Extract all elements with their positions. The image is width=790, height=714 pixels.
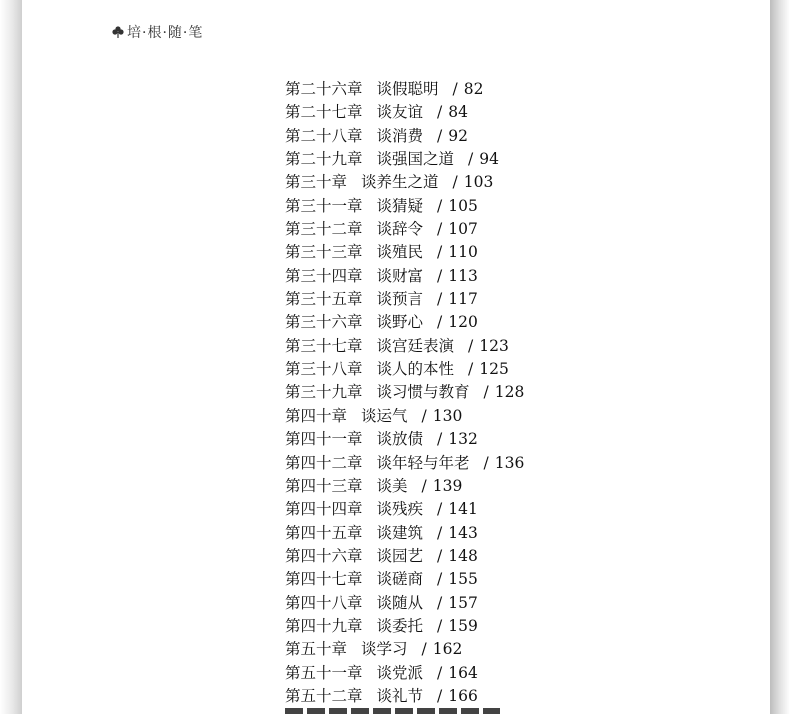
toc-entry: [285, 101, 605, 124]
page-number: 136: [494, 453, 525, 472]
chapter-number: 第四十章: [285, 406, 348, 425]
toc-entry: [285, 335, 605, 358]
chapter-title: 谈残疾: [376, 500, 424, 519]
page-separator: /: [437, 546, 443, 565]
page-separator: /: [437, 430, 443, 449]
toc-entry: [285, 171, 605, 194]
page-number: 113: [448, 266, 478, 285]
page-separator: /: [437, 126, 443, 145]
chapter-title: 谈辞令: [376, 220, 424, 239]
page-number: 84: [448, 103, 468, 122]
chapter-title: 谈党派: [376, 663, 424, 682]
chapter-title: 谈园艺: [376, 546, 424, 565]
toc-entry: [285, 498, 605, 521]
chapter-number: 第三十二章: [285, 220, 363, 239]
chapter-number: 第二十九章: [285, 150, 363, 169]
toc-entry: [285, 522, 605, 545]
page-separator: /: [483, 453, 489, 472]
chapter-title: 谈人的本性: [376, 360, 455, 379]
toc-entry: [285, 218, 605, 241]
chapter-number: 第三十一章: [285, 196, 363, 215]
chapter-title: 谈财富: [376, 266, 424, 285]
chapter-number: 第三十六章: [285, 313, 363, 332]
toc-entry: [285, 148, 605, 171]
chapter-title: 谈殖民: [376, 243, 424, 262]
toc-entry: [285, 358, 605, 381]
page-separator: /: [437, 196, 443, 215]
page-number: 155: [448, 570, 478, 589]
chapter-title: 谈委托: [376, 616, 424, 635]
chapter-number: 第四十四章: [285, 500, 363, 519]
page-separator: /: [437, 616, 443, 635]
page-separator: /: [437, 103, 443, 122]
chapter-title: 谈友谊: [376, 103, 424, 122]
toc-entry: [285, 125, 605, 148]
page-separator: /: [437, 266, 443, 285]
page-number: 82: [463, 80, 484, 98]
toc-entry: [285, 381, 605, 404]
page-separator: /: [468, 360, 474, 379]
page-number: 162: [432, 640, 463, 659]
page-separator: /: [437, 686, 443, 705]
chapter-number: 第四十五章: [285, 523, 363, 542]
page-number: 139: [432, 476, 463, 495]
chapter-number: 第四十六章: [285, 546, 363, 565]
chapter-number: 第三十四章: [285, 266, 363, 285]
chapter-number: 第四十九章: [285, 616, 363, 635]
toc-entry: [285, 592, 605, 615]
chapter-title: 谈建筑: [376, 523, 424, 542]
chapter-title: 谈美: [376, 476, 408, 495]
page-separator: /: [483, 383, 489, 402]
page-number: 125: [479, 360, 509, 379]
left-page-shadow: [0, 0, 22, 714]
page-number: 92: [448, 126, 468, 145]
chapter-title: 谈放债: [376, 430, 424, 449]
chapter-title: 谈磋商: [376, 570, 424, 589]
page-separator: /: [452, 173, 458, 192]
toc-entry: [285, 288, 605, 311]
page-separator: /: [421, 476, 427, 495]
toc-entry: [285, 241, 605, 264]
chapter-title: 谈运气: [361, 406, 408, 425]
chapter-number: 第三十三章: [285, 243, 363, 262]
header-title: 培·根·随·笔: [127, 25, 204, 41]
page-separator: /: [468, 150, 474, 169]
chapter-number: 第三十八章: [285, 360, 363, 379]
page-separator: /: [421, 640, 427, 659]
toc-entry: [285, 428, 605, 451]
toc-entry: [285, 195, 605, 218]
chapter-number: 第四十七章: [285, 570, 363, 589]
page-separator: /: [421, 406, 427, 425]
chapter-title: 谈年轻与年老: [376, 453, 470, 472]
toc-entry: [285, 78, 605, 101]
toc-entry: [285, 638, 605, 661]
page-number: 123: [479, 336, 509, 355]
chapter-number: 第三十章: [285, 173, 348, 192]
page-separator: /: [452, 80, 458, 98]
toc-entry: [285, 265, 605, 288]
page-number: 103: [463, 173, 494, 192]
chapter-title: 谈强国之道: [376, 150, 455, 169]
page-separator: /: [437, 570, 443, 589]
page-number: 141: [448, 500, 478, 519]
chapter-title: 谈预言: [376, 290, 424, 309]
page-number: 132: [448, 430, 478, 449]
page-separator: /: [437, 593, 443, 612]
next-entry-partial: [285, 708, 500, 714]
page-number: 94: [479, 150, 499, 169]
page-number: 128: [494, 383, 525, 402]
chapter-title: 谈习惯与教育: [376, 383, 470, 402]
chapter-number: 第四十三章: [285, 476, 363, 495]
chapter-number: 第二十七章: [285, 103, 363, 122]
page-number: 148: [448, 546, 478, 565]
running-header: [112, 22, 203, 42]
page-number: 164: [448, 663, 478, 682]
chapter-number: 第二十六章: [285, 80, 363, 98]
chapter-number: 第四十八章: [285, 593, 363, 612]
chapter-number: 第五十一章: [285, 663, 363, 682]
toc-entry: [285, 685, 605, 708]
table-of-contents: [285, 78, 605, 708]
chapter-number: 第三十九章: [285, 383, 363, 402]
chapter-title: 谈猜疑: [376, 196, 424, 215]
page-separator: /: [437, 290, 443, 309]
toc-entry: [285, 568, 605, 591]
chapter-title: 谈假聪明: [376, 80, 439, 98]
chapter-title: 谈随从: [376, 593, 424, 612]
toc-entry: [285, 405, 605, 428]
page-number: 117: [448, 290, 478, 309]
page-number: 157: [448, 593, 478, 612]
page-separator: /: [437, 663, 443, 682]
chapter-number: 第二十八章: [285, 126, 363, 145]
chapter-title: 谈宫廷表演: [376, 336, 455, 355]
chapter-number: 第三十五章: [285, 290, 363, 309]
page-separator: /: [437, 220, 443, 239]
page-number: 110: [448, 243, 478, 262]
toc-entry: [285, 662, 605, 685]
page-separator: /: [437, 523, 443, 542]
toc-entry: [285, 615, 605, 638]
page-number: 143: [448, 523, 478, 542]
page-separator: /: [437, 243, 443, 262]
chapter-title: 谈礼节: [376, 686, 424, 705]
page-number: 120: [448, 313, 478, 332]
page-number: 130: [432, 406, 463, 425]
chapter-title: 谈野心: [376, 313, 424, 332]
chapter-title: 谈学习: [361, 640, 408, 659]
page-separator: /: [437, 500, 443, 519]
chapter-title: 谈消费: [376, 126, 424, 145]
toc-entry: [285, 545, 605, 568]
toc-entry: [285, 452, 605, 475]
chapter-number: 第三十七章: [285, 336, 363, 355]
page-number: 105: [448, 196, 478, 215]
chapter-number: 第五十二章: [285, 686, 363, 705]
right-page-shadow: [770, 0, 790, 714]
toc-entry: [285, 311, 605, 334]
page-separator: /: [437, 313, 443, 332]
page-number: 166: [448, 686, 478, 705]
page-separator: /: [468, 336, 474, 355]
page-number: 107: [448, 220, 478, 239]
clover-icon: [112, 26, 124, 38]
chapter-title: 谈养生之道: [361, 173, 439, 192]
chapter-number: 第四十一章: [285, 430, 363, 449]
page-number: 159: [448, 616, 478, 635]
chapter-number: 第四十二章: [285, 453, 363, 472]
toc-entry: [285, 475, 605, 498]
chapter-number: 第五十章: [285, 640, 348, 659]
